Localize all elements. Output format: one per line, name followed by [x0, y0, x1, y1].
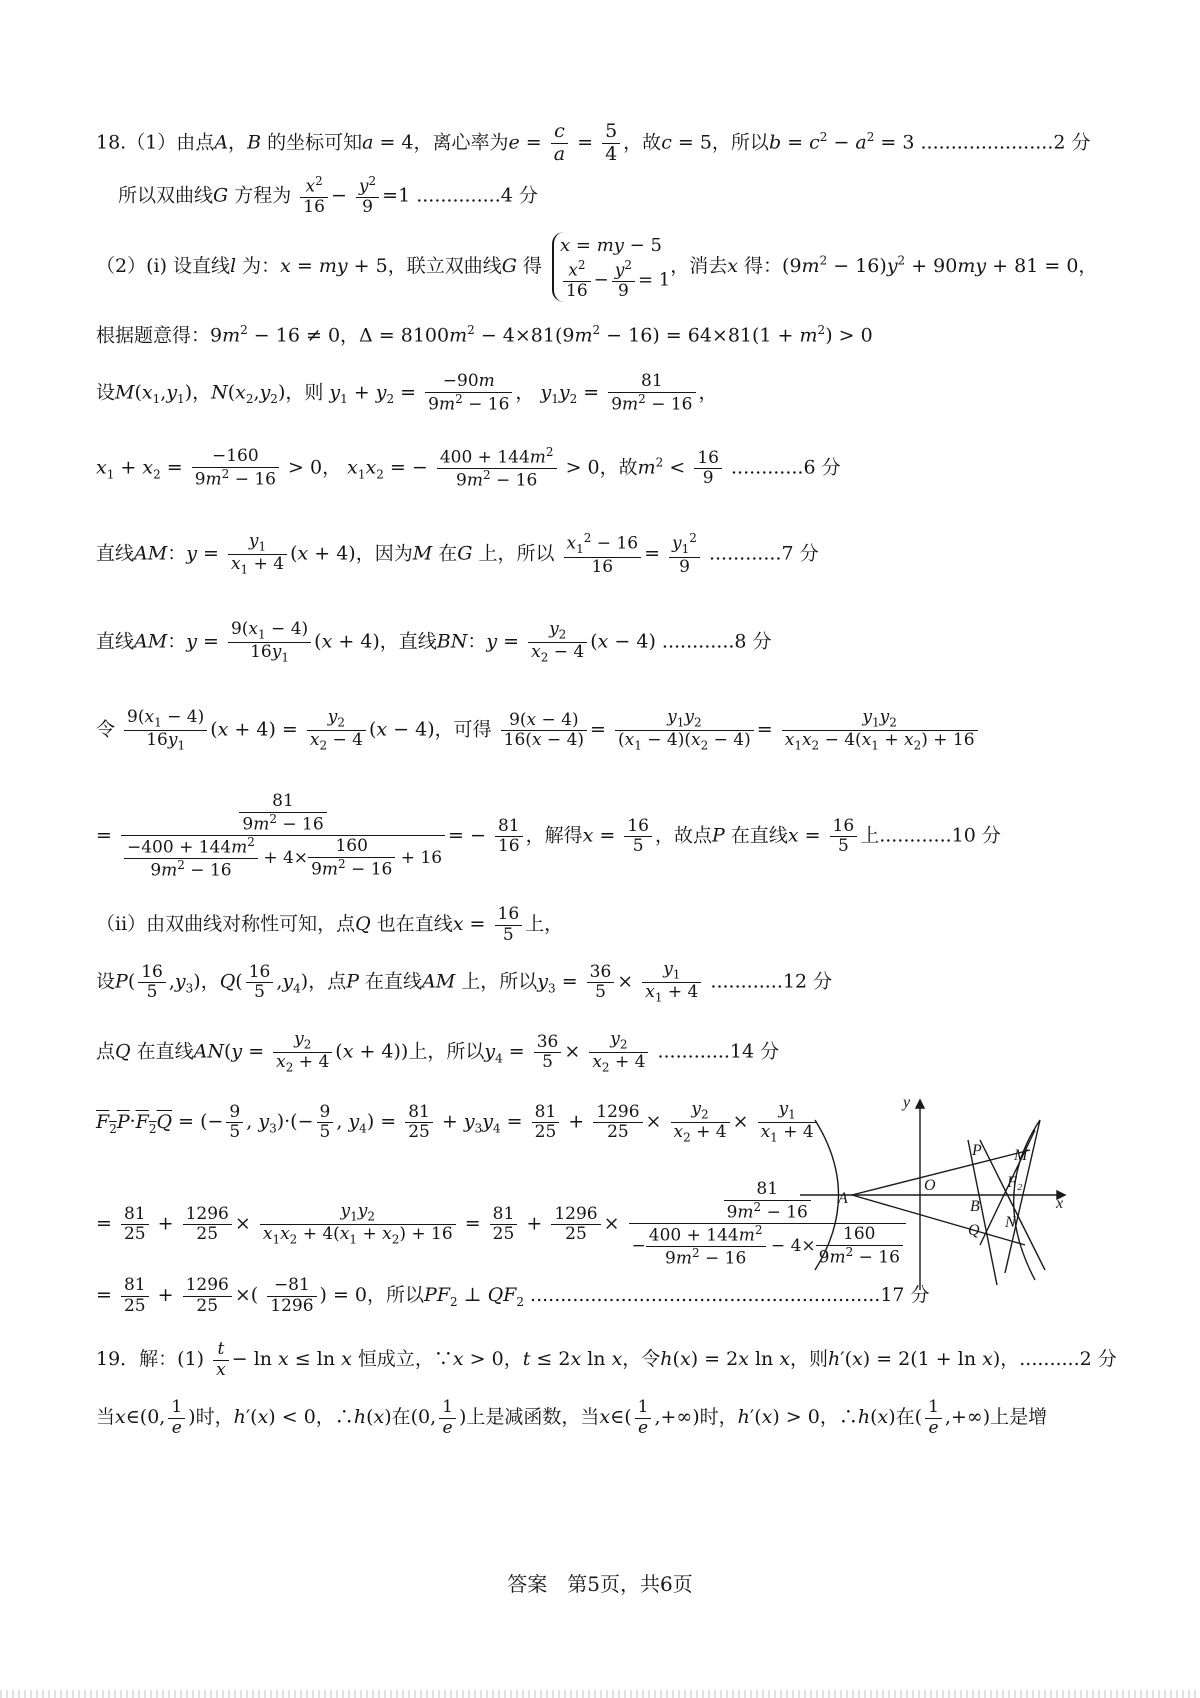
solution-18-line-solve-x: = $\frac{81}{9m^2 - 16}$ $\frac{-400 + 144m^2}{9m^2 - 16}$ + 4× $\frac{160}{9m^2 - 16}$ + 16 = − $\frac{81}{16}$ ，解得x = $\frac{16}{5}$ ，故点P 在直线x = $\frac{16}{5}$ 上............10 分	[96, 791, 1001, 881]
solution-18-line-AM-BN: 直线AM：y = $\frac{9(x_1 - 4)}{16y_1}$ (x + 4)，直线BN：y = $\frac{y_2}{x_2 - 4}$ (x − 4) ............8 分	[96, 619, 772, 665]
solution-18-part2-ii-line1: （ii）由双曲线对称性可知，点Q 也在直线x = $\frac{16}{5}$ 上，	[96, 904, 564, 945]
fig-label-F2: F₂	[1007, 1174, 1023, 1191]
hyperbola-figure	[800, 1095, 1070, 1295]
fig-label-P: P	[972, 1142, 982, 1159]
fig-label-x: x	[1056, 1195, 1064, 1212]
solution-18-part1-line2: 所以双曲线G 方程为 $\frac{x^2}{16}$ − $\frac{y^2}{9}$ =1 ..............4 分	[118, 174, 538, 218]
hyperbola-diagram	[800, 1095, 1070, 1295]
fig-label-B: B	[970, 1198, 980, 1215]
page-footer: 答案 第5页，共6页	[507, 1572, 693, 1596]
solution-18-part1-line1: 18.（1）由点A，B 的坐标可知a = 4，离心率为e = $\frac{c}{a}$ = $\frac{5}{4}$ ，故c = 5，所以$b = c^2 - a^2 = 3$ ......................2 分	[96, 120, 1091, 165]
scan-edge-dots	[0, 1690, 1200, 1698]
solution-18-line-y4: 点Q 在直线AN(y = $\frac{y_2}{x_2 + 4}$ (x + 4))上，所以$y_4$ = $\frac{36}{5}$ × $\frac{y_2}{x_2 + 4}$ ............14 分	[96, 1029, 780, 1075]
solution-18-part2-line1: （2）(i) 设直线l 为：x = my + 5，联立双曲线G 得 x = my − 5 $\frac{x^2}{16}$ − $\frac{y^2}{9}$ = 1 ，消去x 得：$(9m^2 - 16)y^2 + 90my + 81 = 0$，	[96, 232, 1097, 302]
y-axis-arrow-icon	[916, 1100, 924, 1108]
fig-label-A: A	[838, 1190, 848, 1207]
equation-system: x = my − 5 $\frac{x^2}{16}$ − $\frac{y^2}{9}$ = 1	[552, 232, 670, 302]
fig-label-M: M	[1014, 1147, 1028, 1164]
solution-18-line-y3: 设P( $\frac{16}{5}$ $,y_3$)，Q( $\frac{16}{5}$ $,y_4$)，点P 在直线AM 上，所以$y_3$ = $\frac{36}{5}$ × $\frac{y_1}{x_1 + 4}$ ............12 分	[96, 959, 833, 1005]
solution-18-line-vieta-x: $x_1 + x_2$ = $\frac{-160}{9m^2 - 16}$ > 0， $x_1x_2$ = − $\frac{400 + 144m^2}{9m^2 - 16}$ > 0，故$m^2$ < $\frac{16}{9}$ ............6 分	[96, 445, 841, 491]
solution-18-line-AM: 直线AM：y = $\frac{y_1}{x_1 + 4}$ (x + 4)，因为M 在G 上，所以 $\frac{x_1^2 - 16}{16}$ = $\frac{y_1^2}{9}$ ............7 分	[96, 531, 819, 577]
fig-label-y: y	[903, 1095, 911, 1111]
fig-label-N: N	[1005, 1214, 1016, 1231]
line-AM	[852, 1150, 1030, 1195]
solution-18-line-vieta-y: 设$M(x_1,y_1)$，$N(x_2,y_2)$，则 $y_1 + y_2$ = $\frac{-90m}{9m^2 - 16}$ ， $y_1y_2$ = $\frac{81}{9m^2 - 16}$ ，	[96, 371, 718, 415]
solution-18-line-conclusion: = $\frac{81}{25}$ + $\frac{1296}{25}$ ×( $\frac{-81}{1296}$ ) = 0，所以$PF_2$ ⊥ $QF_2$ ..........................................................17 分	[96, 1275, 930, 1316]
hyperbola-right-branch	[1014, 1120, 1040, 1280]
fig-label-O: O	[924, 1177, 936, 1194]
line-AN	[852, 1195, 1025, 1245]
solution-19-line2: 当x∈(0, $\frac{1}{e}$ )时，h′(x) < 0，∴h(x)在(0, $\frac{1}{e}$ )上是减函数，当x∈( $\frac{1}{e}$ ,+∞)时，h′(x) > 0，∴h(x)在( $\frac{1}{e}$ ,+∞)上是增	[96, 1397, 1048, 1438]
solution-18-line-substitute: = $\frac{81}{25}$ + $\frac{1296}{25}$ × $\frac{y_1y_2}{x_1x_2 + 4(x_1 + x_2) + 16}$ = $\frac{81}{25}$ + $\frac{1296}{25}$ × $\frac{81}{9m^2 - 16}$ − $\frac{400 + 144m^2}{9m^2 - 16}$ − 4× $\frac{160}{9m^2 - 16}$	[96, 1180, 909, 1269]
fig-label-Q: Q	[968, 1222, 980, 1239]
solution-18-line-intersection: 令 $\frac{9(x_1 - 4)}{16y_1}$ (x + 4) = $\frac{y_2}{x_2 - 4}$ (x − 4)，可得 $\frac{9(x - 4)}{16(x - 4)}$ = $\frac{y_1y_2}{(x_1 - 4)(x_2 - 4)}$ = $\frac{y_1y_2}{x_1x_2 - 4(x_1 + x_2) + 16}$	[96, 708, 981, 753]
solution-19-line1: 19．解：(1) $\frac{t}{x}$ − ln x ≤ ln x 恒成立，∵x > 0，t ≤ 2x ln x，令h(x) = 2x ln x，则h′(x) = 2(1 + ln x)，..........2 分	[96, 1339, 1117, 1380]
solution-18-line-dot-product: $F_2P\cdot F_2Q$ = (− $\frac{9}{5}$ , $y_3)\cdot(-$ $\frac{9}{5}$ , $y_4$) = $\frac{81}{25}$ + $y_3y_4$ = $\frac{81}{25}$ + $\frac{1296}{25}$ × $\frac{y_2}{x_2 + 4}$ × $\frac{y_1}{x_1 + 4}$	[96, 1100, 820, 1145]
solution-18-line-discriminant: 根据题意得：$9m^2 - 16 \ne 0$，$\Delta = 8100m^2 - 4\times 81(9m^2 - 16) = 64\times 81(1 + m^2) > 0$	[96, 323, 873, 347]
